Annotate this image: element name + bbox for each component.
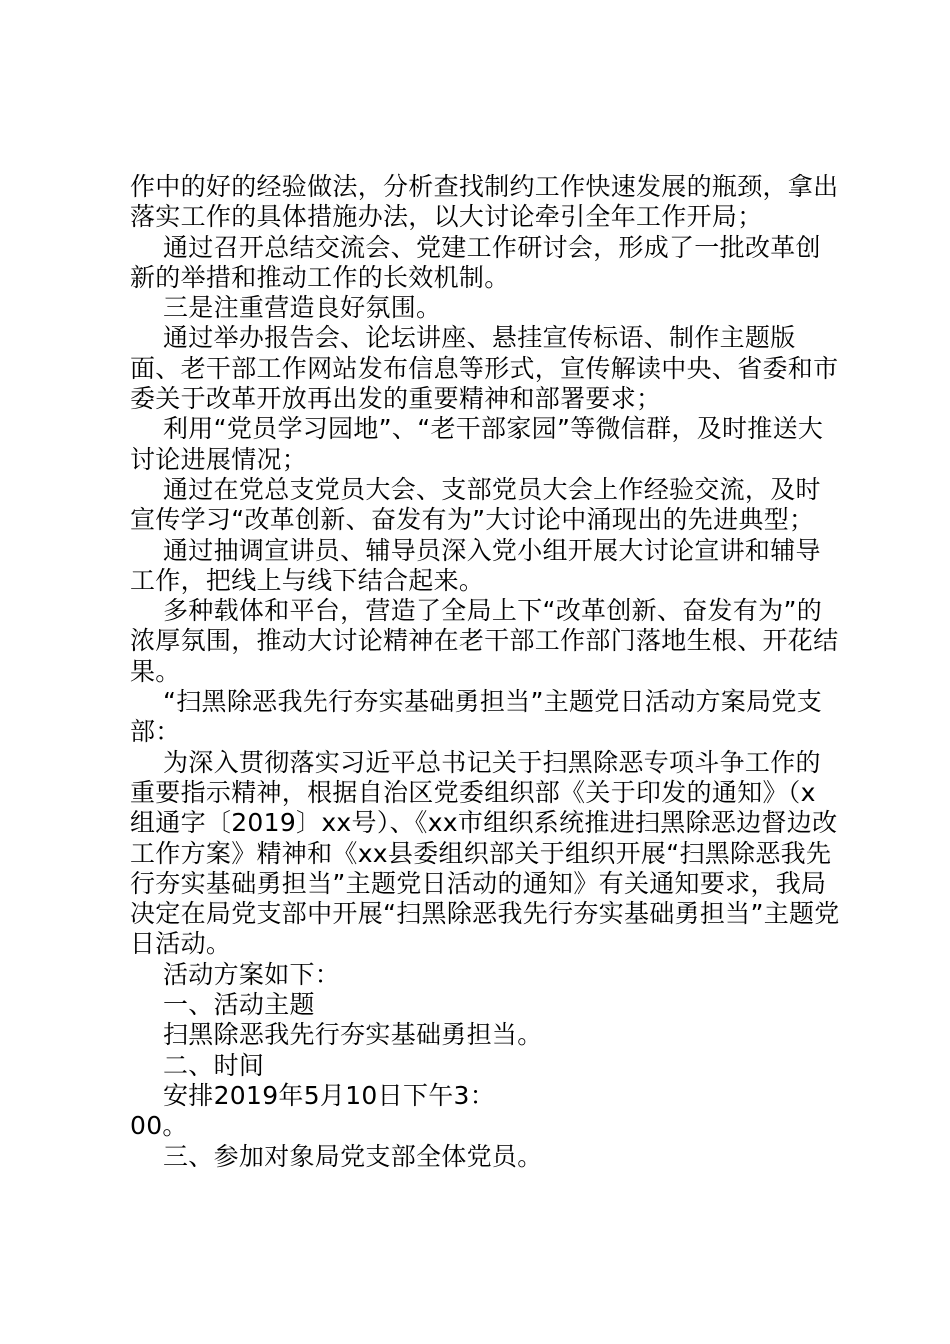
section-heading: 一、活动主题 [163,990,315,1020]
paragraph: 通过举办报告会、论坛讲座、悬挂宣传标语、制作主题版面、老干部工作网站发布信息等形式，宣传解读中央、省委和市委关于改革开放再出发的重要精神和部署要求； [130,323,839,414]
paragraph: 通过在党总支党员大会、支部党员大会上作经验交流，及时宣传学习“改革创新、奋发有为”大讨论中涌现出的先进典型； [130,474,821,535]
paragraph: 三是注重营造良好氛围。 [163,293,442,323]
paragraph: “扫黑除恶我先行夯实基础勇担当”主题党日活动方案局党支部： [130,687,823,747]
paragraph: 活动方案如下： [163,959,341,989]
paragraph: 通过召开总结交流会、党建工作研讨会，形成了一批改革创新的举措和推动工作的长效机制。 [130,232,821,292]
paragraph: 利用“党员学习园地”、“老干部家园”等微信群，及时推送大讨论进展情况； [130,414,824,474]
document-body [130,172,840,1172]
section-heading: 三、参加对象局党支部全体党员。 [163,1141,543,1171]
section-heading: 二、时间 [163,1050,265,1080]
paragraph: 多种载体和平台，营造了全局上下“改革创新、奋发有为”的浓厚氛围，推动大讨论精神在老干部工作部门落地生根、开花结果。 [130,596,839,686]
paragraph: 为深入贯彻落实习近平总书记关于扫黑除恶专项斗争工作的重要指示精神，根据自治区党委组织部《关于印发的通知》（x组通字〔2019〕xx号）、《xx市组织系统推进扫黑除恶边督边改工作方案》精神和《xx县委组织部关于组织开展“扫黑除恶我先行夯实基础勇担当”主题党日活动的通知》有关通知要求，我局决定在局党支部中开展“扫黑除恶我先行夯实基础勇担当”主题党日活动。 [130,747,840,959]
paragraph: 作中的好的经验做法，分析查找制约工作快速发展的瓶颈，拿出落实工作的具体措施办法，以大讨论牵引全年工作开局； [130,172,839,232]
paragraph: 扫黑除恶我先行夯实基础勇担当。 [163,1020,543,1050]
paragraph: 安排2019年5月10日下午3：00。 [130,1080,496,1141]
paragraph: 通过抽调宣讲员、辅导员深入党小组开展大讨论宣讲和辅导工作，把线上与线下结合起来。 [130,535,821,595]
